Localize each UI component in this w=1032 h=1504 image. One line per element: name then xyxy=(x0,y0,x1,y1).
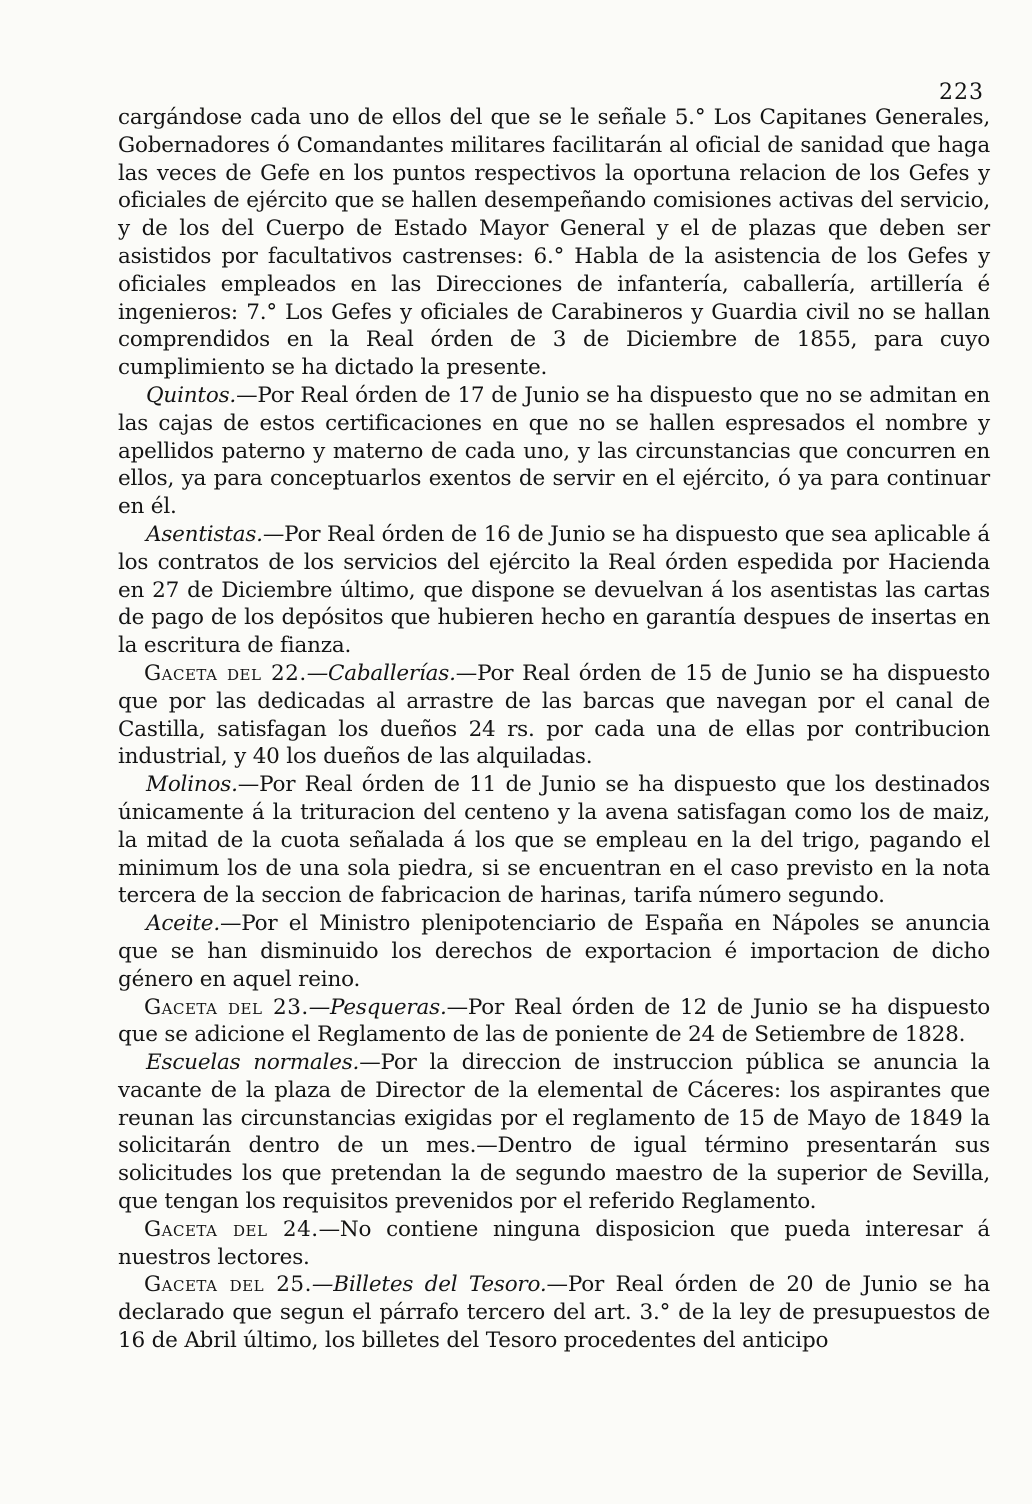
paragraph-text: —Por Real órden de 11 de Junio se ha dispuesto que los destinados únicamente á la trituracion del centeno y la avena satisfagan como los de maiz, la mitad de la cuota señalada á los que se empleau en la del trigo, pagando el minimum los de una sola piedra, si se encuentran en el caso previsto en la nota tercera de la seccion de fabricacion de harinas, tarifa número segundo. xyxy=(118,772,990,909)
paragraph-gaceta-23 xyxy=(118,994,990,1050)
paragraph-gaceta-25 xyxy=(118,1271,990,1354)
section-lead: Molinos. xyxy=(146,772,238,798)
paragraph-aceite xyxy=(118,910,990,993)
gaceta-heading: Gaceta del 22. xyxy=(144,660,307,686)
section-lead: Asentistas. xyxy=(146,521,263,547)
body-text xyxy=(118,104,990,1355)
section-lead: Aceite. xyxy=(146,911,220,937)
section-lead: —Caballerías. xyxy=(306,660,456,686)
paragraph-text: —Por el Ministro plenipotenciario de España en Nápoles se anuncia que se han disminuido los derechos de exportacion é importacion de dicho género en aquel reino. xyxy=(118,911,990,992)
section-lead: Quintos. xyxy=(146,382,237,408)
paragraph-molinos xyxy=(118,771,990,910)
paragraph-text: —Por Real órden de 15 de Junio se ha dispuesto que por las dedicadas al arrastre de las barcas que navegan por el canal de Castilla, satisfagan los dueños 24 rs. por cada una de ellas por contribucion industrial, y 40 los dueños de las alquiladas. xyxy=(118,660,991,770)
section-lead: —Billetes del Tesoro. xyxy=(311,1272,547,1298)
paragraph-text: —Por Real órden de 17 de Junio se ha dispuesto que no se admitan en las cajas de estos certificaciones en que no se hallen espresados el nombre y apellidos paterno y materno de cada uno, y las circunstancias que concurren en ellos, ya para conceptuarlos exentos de servir en el ejército, ó ya para continuar en él. xyxy=(118,382,990,520)
paragraph-continuation xyxy=(118,104,990,382)
gaceta-heading: Gaceta del 25. xyxy=(144,1272,312,1298)
paragraph-text: —Por la direccion de instruccion pública se anuncia la vacante de la plaza de Director de la elemental de Cáceres: los aspirantes que reunan las circunstancias exigidas por el reglamento de 15 de Mayo de 1849 la solicitarán dentro de un mes.—Dentro de igual término presentarán sus solicitudes los que pretendan la de segundo maestro de la superior de Sevilla, que tengan los requisitos prevenidos por el referido Reglamento. xyxy=(118,1050,990,1215)
paragraph-text: —No contiene ninguna disposicion que pueda interesar á nuestros lectores. xyxy=(118,1216,990,1270)
paragraph-quintos xyxy=(118,382,990,521)
paragraph-asentistas xyxy=(118,521,990,660)
gaceta-heading: Gaceta del 23. xyxy=(144,994,309,1020)
section-lead: Escuelas normales. xyxy=(146,1050,360,1076)
paragraph-gaceta-22 xyxy=(118,660,990,771)
paragraph-text: cargándose cada uno de ellos del que se le señale 5.° Los Capitanes Generales, Gobernadores ó Comandantes militares facilitarán al oficial de sanidad que haga las veces de Gefe en los puntos respectivos la oportuna relacion de los Gefes y oficiales de ejército que se hallen desempeñando comisiones activas del servicio, y de los del Cuerpo de Estado Mayor General y el de plazas que deben ser asistidos por facultativos castrenses: 6.° Habla de la asistencia de los Gefes y oficiales empleados en las Direcciones de infantería, caballería, artillería é ingenieros: 7.° Los Gefes y oficiales de Carabineros y Guardia civil no se hallan comprendidos en la Real órden de 3 de Diciembre de 1855, para cuyo cumplimiento se ha dictado la presente. xyxy=(118,105,990,381)
paragraph-escuelas xyxy=(118,1049,990,1216)
page-number: 223 xyxy=(939,80,984,105)
paragraph-text: —Por Real órden de 20 de Junio se ha declarado que segun el párrafo tercero del art. 3.° de la ley de presupuestos de 16 de Abril último, los billetes del Tesoro procedentes del anticipo xyxy=(118,1272,990,1354)
paragraph-text: —Por Real órden de 16 de Junio se ha dispuesto que sea aplicable á los contratos de los servicios del ejército la Real órden espedida por Hacienda en 27 de Diciembre último, que dispone se devuelvan á los asentistas las cartas de pago de los depósitos que hubieren hecho en garantía despues de insertas en la escritura de fianza. xyxy=(118,521,990,659)
paragraph-gaceta-24 xyxy=(118,1216,990,1272)
gaceta-heading: Gaceta del 24. xyxy=(144,1216,319,1242)
paragraph-text: —Por Real órden de 12 de Junio se ha dispuesto que se adicione el Reglamento de las de poniente de 24 de Setiembre de 1828. xyxy=(118,994,991,1048)
section-lead: —Pesqueras. xyxy=(308,994,447,1020)
